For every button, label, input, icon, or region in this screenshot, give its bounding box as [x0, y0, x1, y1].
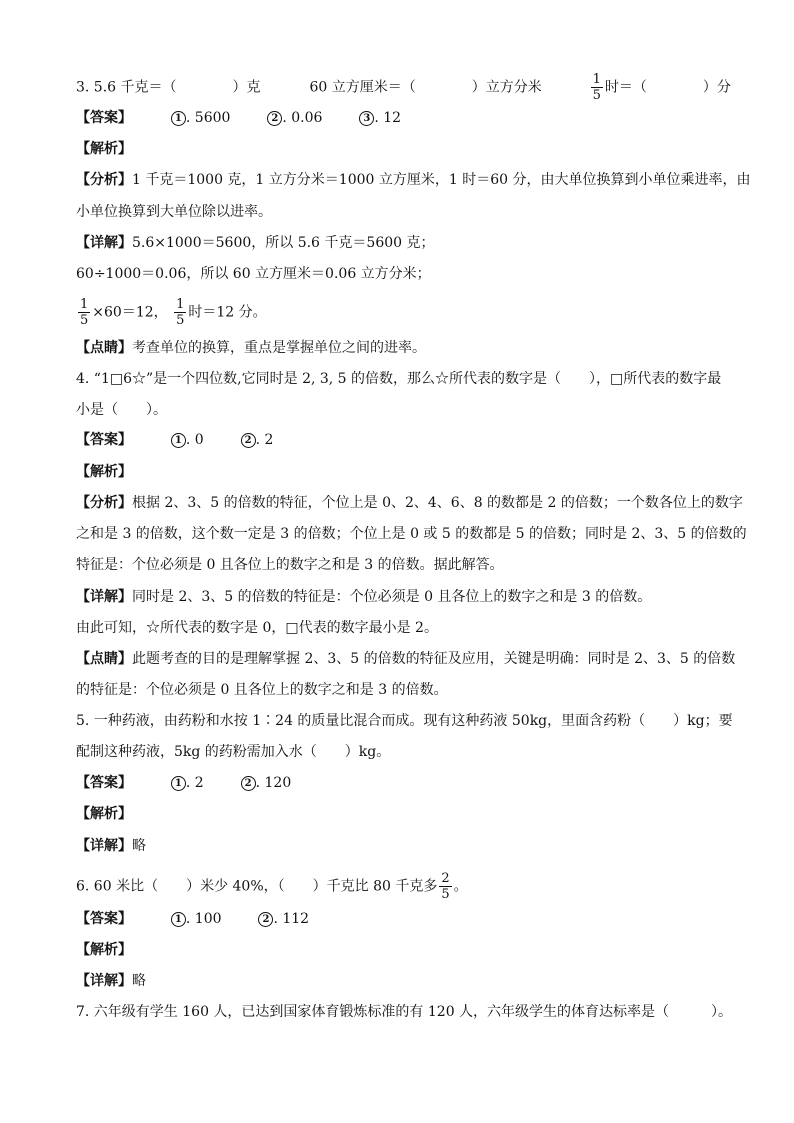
q7-stem: 7. 六年级有学生 160 人，已达到国家体育锻炼标准的有 120 人，六年级学生的体育达标率是（ ）。	[76, 1004, 733, 1020]
q4-stem: 4. “1□6☆”是一个四位数,它同时是 2, 3, 5 的倍数，那么☆所代表的数字是（ ），□所代表的数字最	[76, 371, 722, 387]
q3-fenxi-cont: 小单位换算到大单位除以进率。	[76, 204, 272, 220]
q4-fenxi-2: 之和是 3 的倍数，这个数一定是 3 的倍数；个位上是 0 或 5 的数都是 5 的倍数；同时是 2、3、5 的倍数的	[76, 526, 747, 542]
q4-analysis-label: 【解析】	[76, 464, 132, 480]
q3-part3: 时＝（ ）分	[604, 79, 731, 96]
q5-stem-cont: 配制这种药液，5kg 的药粉需加入水（ ）kg。	[76, 744, 391, 760]
q3-detail-3: $\frac{1}{5}$ ×60＝12， $\frac{1}{5}$ 时＝12 分。	[80, 297, 267, 328]
q4-dianjing: 【点睛】此题考查的目的是理解掌握 2、3、5 的倍数的特征及应用，关键是明确：同时是 2、3、5 的倍数	[76, 651, 736, 667]
q5-stem: 5. 一种药液，由药粉和水按 1∶24 的质量比混合而成。现有这种药液 50kg，里面含药粉（ ）kg；要	[76, 713, 733, 729]
q3-part2: 60 立方厘米＝（ ）立方分米	[309, 79, 542, 96]
q4-dianjing-2: 的特征是：个位必须是 0 且各位上的数字之和是 3 的倍数。	[76, 682, 448, 698]
q5-analysis-label: 【解析】	[76, 806, 132, 822]
q4-fenxi: 【分析】根据 2、3、5 的倍数的特征，个位上是 0、2、4、6、8 的数都是 2 的倍数；一个数各位上的数字	[76, 495, 743, 511]
q3-detail: 【详解】5.6×1000＝5600，所以 5.6 千克＝5600 克；	[76, 235, 435, 251]
q3-fenxi: 【分析】1 千克＝1000 克，1 立方分米＝1000 立方厘米，1 时＝60 分，由大单位换算到小单位乘进率，由	[76, 172, 751, 188]
q5-answer: 【答案】 1 . 2 2 . 120	[76, 775, 292, 791]
q6-answer: 【答案】 1 . 100 2 . 112	[76, 911, 310, 927]
q4-detail: 【详解】同时是 2、3、5 的倍数的特征是：个位必须是 0 且各位上的数字之和是 3 的倍数。	[76, 589, 652, 605]
q4-answer: 【答案】 1 . 0 2 . 2	[76, 432, 274, 448]
q6-stem: 6. 60 米比（ ）米少 40%，（ ）千克比 80 千克多 $\frac{2}{5}$ 。	[76, 871, 468, 902]
q3-dianjing: 【点睛】考查单位的换算，重点是掌握单位之间的进率。	[76, 340, 426, 356]
q6-detail: 【详解】略	[76, 973, 146, 989]
q3-fraction: $\frac{1}{5}$	[592, 72, 601, 103]
q3-detail-2: 60÷1000＝0.06，所以 60 立方厘米＝0.06 立方分米；	[76, 266, 431, 282]
q3-stem	[76, 72, 731, 103]
q6-analysis-label: 【解析】	[76, 942, 132, 958]
q4-stem-cont: 小是（ ）。	[76, 402, 167, 418]
q4-fenxi-3: 特征是：个位必须是 0 且各位上的数字之和是 3 的倍数。据此解答。	[76, 557, 504, 573]
q3-part1: 3. 5.6 千克＝（ ）克	[76, 79, 261, 96]
q3-analysis-label: 【解析】	[76, 141, 132, 157]
q5-detail: 【详解】略	[76, 838, 146, 854]
q3-answer: 【答案】 1 . 5600 2 . 0.06 3 . 12	[76, 110, 402, 126]
q4-detail-2: 由此可知，☆所代表的数字是 0，□代表的数字最小是 2。	[76, 620, 438, 636]
